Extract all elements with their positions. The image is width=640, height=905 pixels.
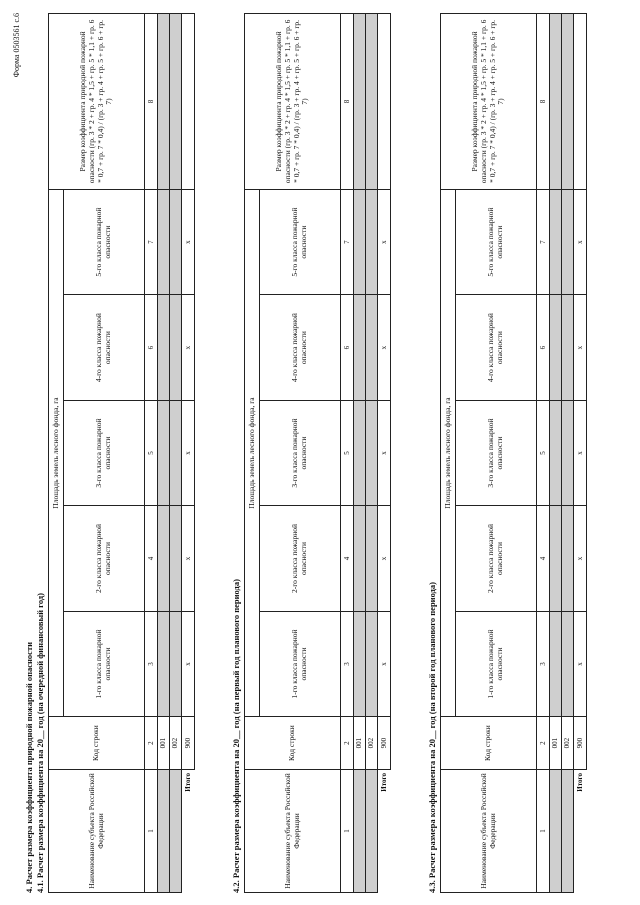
col-number: 4 <box>145 506 158 611</box>
total-mark: х <box>182 295 195 400</box>
input-cell[interactable] <box>562 295 574 400</box>
input-cell[interactable] <box>354 189 366 294</box>
total-coefficient-cell[interactable] <box>378 14 391 190</box>
total-code: 900 <box>574 717 587 770</box>
total-mark: х <box>378 506 391 611</box>
header-class-1: 1-го класса пожарной опасности <box>64 611 145 716</box>
input-cell[interactable] <box>170 506 182 611</box>
total-mark: х <box>182 400 195 505</box>
input-cell[interactable] <box>550 295 562 400</box>
input-cell[interactable] <box>366 400 378 505</box>
input-cell[interactable] <box>366 14 378 190</box>
input-cell[interactable] <box>366 295 378 400</box>
total-code: 900 <box>182 717 195 770</box>
coefficient-table <box>244 13 391 893</box>
header-coefficient: Размер коэффициента природной пожарной опасности (гр. 3 * 2 + гр. 4 * 1,5 + гр. 5 * 1,1 + гр. 6 * 0,7 + гр. 7 * 0,4) / (гр. 3 + гр. 4 + гр. 5 + гр. 6 + гр. 7) <box>245 14 341 190</box>
col-number: 4 <box>537 506 550 611</box>
input-cell[interactable] <box>354 506 366 611</box>
input-cell[interactable] <box>562 14 574 190</box>
input-cell[interactable] <box>550 189 562 294</box>
input-cell[interactable] <box>550 769 562 892</box>
header-class-1: 1-го класса пожарной опасности <box>456 611 537 716</box>
col-number: 7 <box>341 189 354 294</box>
col-number: 1 <box>145 769 158 892</box>
col-number: 8 <box>537 14 550 190</box>
col-number: 3 <box>341 611 354 716</box>
total-label: Итого <box>182 769 195 892</box>
table-title: 4.1. Расчет размера коэффициента на 20__ год (на очередной финансовый год) <box>35 593 45 893</box>
input-cell[interactable] <box>158 295 170 400</box>
col-number: 2 <box>145 717 158 770</box>
input-cell[interactable] <box>366 769 378 892</box>
input-cell[interactable] <box>158 769 170 892</box>
total-mark: х <box>182 189 195 294</box>
section-title: 4. Расчет размера коэффициента природной пожарной опасности <box>24 641 34 893</box>
header-code: Код строки <box>441 717 537 770</box>
row-code: 001 <box>158 717 170 770</box>
table-title: 4.2. Расчет размера коэффициента на 20__ год (на первый год планового периода) <box>231 579 241 893</box>
input-cell[interactable] <box>354 400 366 505</box>
input-cell[interactable] <box>550 14 562 190</box>
col-number: 4 <box>341 506 354 611</box>
input-cell[interactable] <box>550 611 562 716</box>
header-code: Код строки <box>49 717 145 770</box>
input-cell[interactable] <box>354 611 366 716</box>
row-code: 002 <box>562 717 574 770</box>
input-cell[interactable] <box>562 506 574 611</box>
input-cell[interactable] <box>170 14 182 190</box>
total-mark: х <box>574 611 587 716</box>
input-cell[interactable] <box>562 769 574 892</box>
input-cell[interactable] <box>562 400 574 505</box>
input-cell[interactable] <box>158 14 170 190</box>
row-code: 002 <box>170 717 182 770</box>
row-code: 001 <box>550 717 562 770</box>
total-mark: х <box>574 506 587 611</box>
header-class-5: 5-го класса пожарной опасности <box>456 189 537 294</box>
header-subject: Наименование субъекта Российской Федерации <box>49 769 145 892</box>
header-class-3: 3-го класса пожарной опасности <box>260 400 341 505</box>
col-number: 8 <box>145 14 158 190</box>
col-number: 3 <box>537 611 550 716</box>
col-number: 6 <box>537 295 550 400</box>
rotated-landscape-content <box>12 13 628 893</box>
col-number: 6 <box>341 295 354 400</box>
header-class-3: 3-го класса пожарной опасности <box>64 400 145 505</box>
input-cell[interactable] <box>366 189 378 294</box>
input-cell[interactable] <box>354 14 366 190</box>
input-cell[interactable] <box>158 400 170 505</box>
total-code: 900 <box>378 717 391 770</box>
header-subject: Наименование субъекта Российской Федерации <box>245 769 341 892</box>
total-mark: х <box>378 189 391 294</box>
col-number: 3 <box>145 611 158 716</box>
input-cell[interactable] <box>170 189 182 294</box>
total-mark: х <box>574 189 587 294</box>
input-cell[interactable] <box>562 611 574 716</box>
row-code: 001 <box>354 717 366 770</box>
col-number: 5 <box>145 400 158 505</box>
input-cell[interactable] <box>158 611 170 716</box>
header-area: Площадь земель лесного фонда, га <box>441 189 456 716</box>
input-cell[interactable] <box>366 506 378 611</box>
col-number: 1 <box>537 769 550 892</box>
input-cell[interactable] <box>170 400 182 505</box>
col-number: 8 <box>341 14 354 190</box>
col-number: 7 <box>145 189 158 294</box>
input-cell[interactable] <box>366 611 378 716</box>
col-number: 2 <box>341 717 354 770</box>
header-coefficient: Размер коэффициента природной пожарной опасности (гр. 3 * 2 + гр. 4 * 1,5 + гр. 5 * 1,1 + гр. 6 * 0,7 + гр. 7 * 0,4) / (гр. 3 + гр. 4 + гр. 5 + гр. 6 + гр. 7) <box>49 14 145 190</box>
col-number: 5 <box>537 400 550 505</box>
header-coefficient: Размер коэффициента природной пожарной опасности (гр. 3 * 2 + гр. 4 * 1,5 + гр. 5 * 1,1 + гр. 6 * 0,7 + гр. 7 * 0,4) / (гр. 3 + гр. 4 + гр. 5 + гр. 6 + гр. 7) <box>441 14 537 190</box>
total-mark: х <box>574 400 587 505</box>
header-class-2: 2-го класса пожарной опасности <box>64 506 145 611</box>
input-cell[interactable] <box>170 295 182 400</box>
header-class-1: 1-го класса пожарной опасности <box>260 611 341 716</box>
header-class-4: 4-го класса пожарной опасности <box>64 295 145 400</box>
table-title: 4.3. Расчет размера коэффициента на 20__ год (на второй год планового периода) <box>427 582 437 893</box>
input-cell[interactable] <box>550 400 562 505</box>
col-number: 1 <box>341 769 354 892</box>
col-number: 6 <box>145 295 158 400</box>
input-cell[interactable] <box>158 506 170 611</box>
header-class-3: 3-го класса пожарной опасности <box>456 400 537 505</box>
form-label: Форма 0503561 с.6 <box>12 13 21 78</box>
total-mark: х <box>378 400 391 505</box>
col-number: 2 <box>537 717 550 770</box>
header-class-2: 2-го класса пожарной опасности <box>456 506 537 611</box>
col-number: 7 <box>537 189 550 294</box>
total-label: Итого <box>378 769 391 892</box>
input-cell[interactable] <box>170 611 182 716</box>
coefficient-table <box>48 13 195 893</box>
total-mark: х <box>378 611 391 716</box>
header-class-5: 5-го класса пожарной опасности <box>260 189 341 294</box>
total-coefficient-cell[interactable] <box>182 14 195 190</box>
header-subject: Наименование субъекта Российской Федерации <box>441 769 537 892</box>
header-class-4: 4-го класса пожарной опасности <box>260 295 341 400</box>
col-number: 5 <box>341 400 354 505</box>
header-code: Код строки <box>245 717 341 770</box>
input-cell[interactable] <box>158 189 170 294</box>
total-mark: х <box>378 295 391 400</box>
total-mark: х <box>182 611 195 716</box>
header-class-4: 4-го класса пожарной опасности <box>456 295 537 400</box>
total-label: Итого <box>574 769 587 892</box>
header-area: Площадь земель лесного фонда, га <box>245 189 260 716</box>
header-class-2: 2-го класса пожарной опасности <box>260 506 341 611</box>
header-area: Площадь земель лесного фонда, га <box>49 189 64 716</box>
total-mark: х <box>574 295 587 400</box>
input-cell[interactable] <box>170 769 182 892</box>
input-cell[interactable] <box>550 506 562 611</box>
input-cell[interactable] <box>562 189 574 294</box>
input-cell[interactable] <box>354 769 366 892</box>
input-cell[interactable] <box>354 295 366 400</box>
total-coefficient-cell[interactable] <box>574 14 587 190</box>
total-mark: х <box>182 506 195 611</box>
row-code: 002 <box>366 717 378 770</box>
header-class-5: 5-го класса пожарной опасности <box>64 189 145 294</box>
coefficient-table <box>440 13 587 893</box>
